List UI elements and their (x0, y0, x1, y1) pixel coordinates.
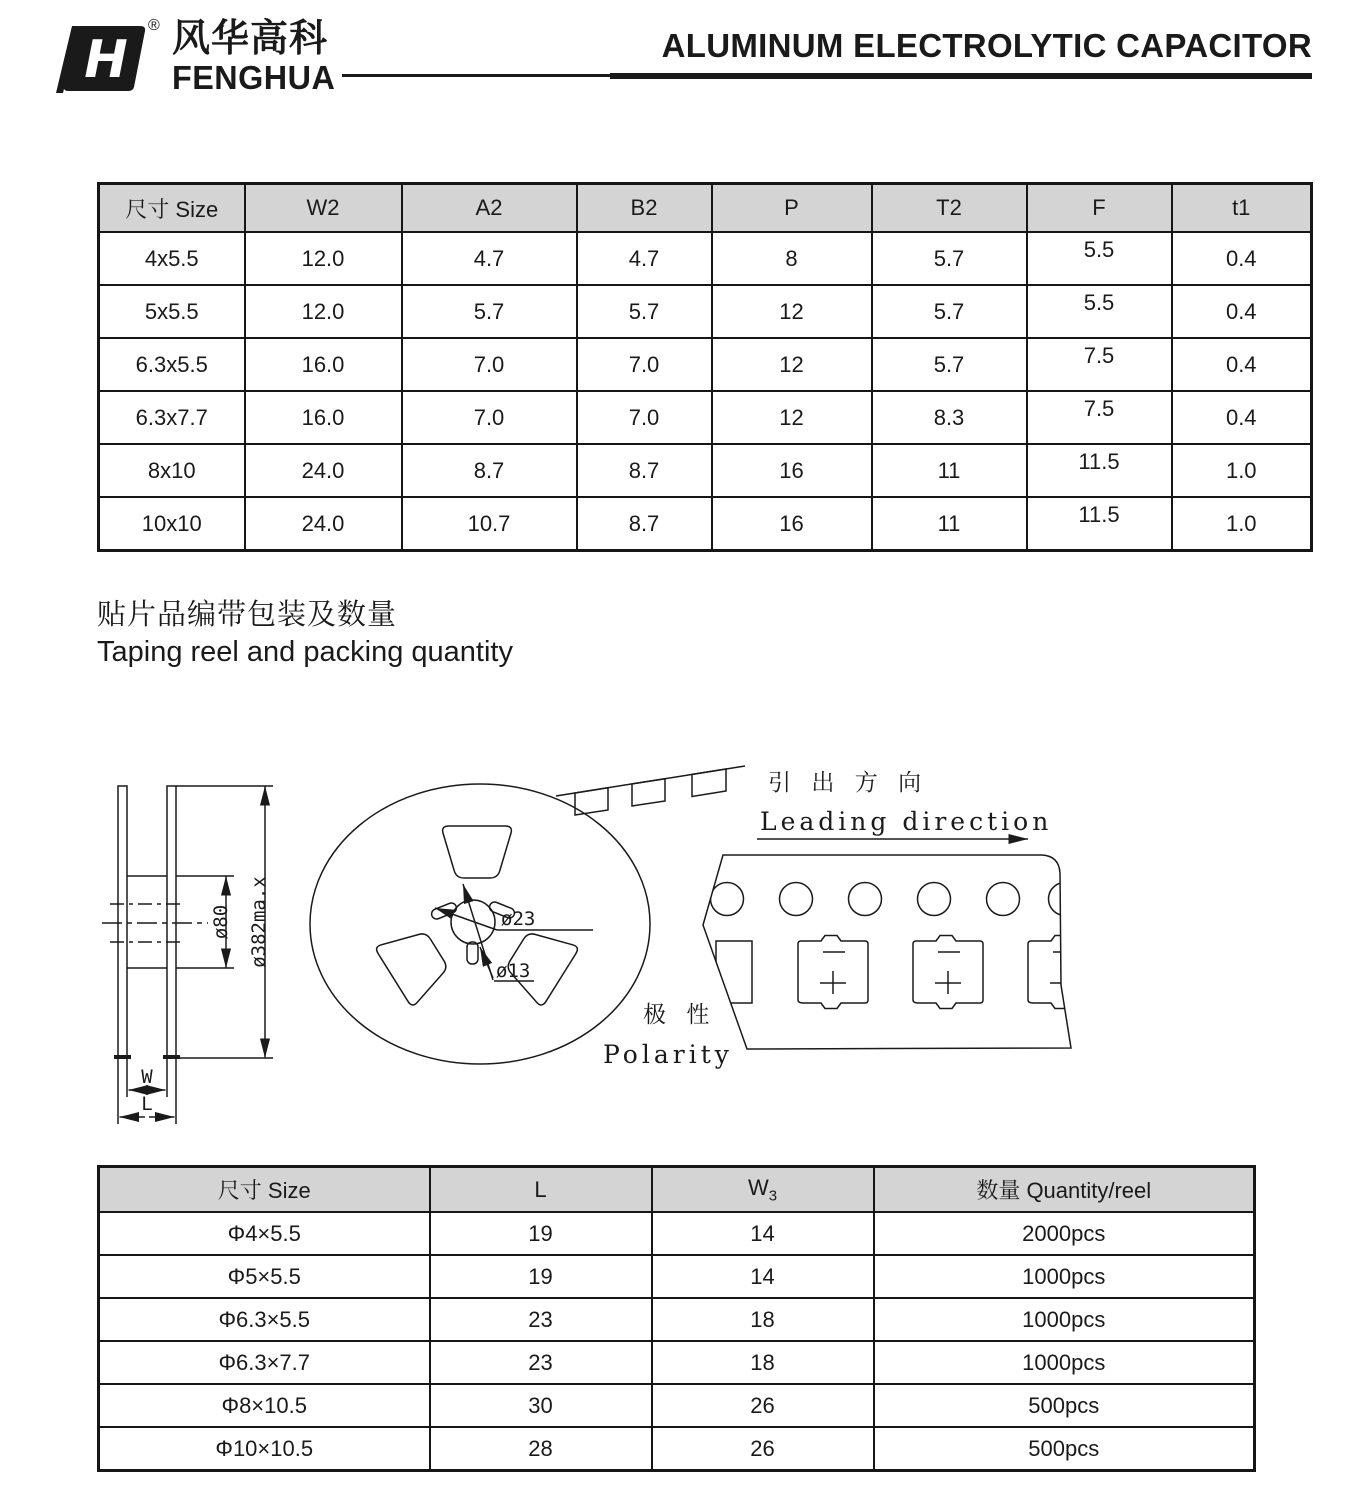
table-cell: Φ6.3×5.5 (99, 1298, 430, 1341)
column-header: $W_3$ (652, 1167, 874, 1213)
page-title: ALUMINUM ELECTROLYTIC CAPACITOR (661, 27, 1312, 64)
table-cell: 5.7 (872, 232, 1027, 285)
table-cell: 16.0 (245, 338, 402, 391)
table-cell: 7.0 (402, 391, 577, 444)
table-cell: 23 (430, 1341, 652, 1384)
table-cell: Φ10×10.5 (99, 1427, 430, 1471)
sprocket-hole (849, 883, 882, 916)
column-header: 尺寸 Size (99, 1167, 430, 1213)
table-cell: 0.4 (1172, 338, 1312, 391)
table-row (99, 1341, 1255, 1384)
table-cell: 11.5 (1027, 497, 1172, 551)
table-cell: 7.0 (577, 338, 712, 391)
registered-mark: ® (148, 17, 160, 34)
table-cell: 18 (652, 1341, 874, 1384)
table-cell: 10.7 (402, 497, 577, 551)
key-diameter-label: ø13 (496, 960, 531, 982)
table-header-row (99, 184, 1312, 233)
packing-table (97, 1165, 1256, 1472)
logo-monogram: H (84, 30, 128, 90)
table-cell: 24.0 (245, 444, 402, 497)
table-cell: 23 (430, 1298, 652, 1341)
table-cell: 8.7 (577, 444, 712, 497)
table-cell: 8 (712, 232, 872, 285)
column-header: W2 (245, 184, 402, 233)
sprocket-hole (1049, 883, 1082, 916)
table-cell: 5.7 (872, 338, 1027, 391)
leading-direction-label-en: Leading direction (760, 807, 1053, 836)
section-title-cn: 贴片品编带包装及数量 (97, 599, 398, 631)
table-cell: 5.5 (1027, 232, 1172, 285)
table-cell: 28 (430, 1427, 652, 1471)
table-row (99, 338, 1312, 391)
hub-diameter-label: ø80 (210, 904, 232, 940)
table-cell: 5.7 (402, 285, 577, 338)
table-row (99, 285, 1312, 338)
reel-side-view (102, 786, 273, 1124)
table-cell: 14 (652, 1212, 874, 1255)
sprocket-hole (780, 883, 813, 916)
table-cell: 1.0 (1172, 444, 1312, 497)
table-row (99, 1298, 1255, 1341)
table-row (99, 232, 1312, 285)
brand-name-cn: 风华高科 (172, 18, 329, 60)
table-cell: Φ6.3×7.7 (99, 1341, 430, 1384)
table-cell: 6.3x5.5 (99, 338, 245, 391)
table-cell: 11 (872, 497, 1027, 551)
column-header: L (430, 1167, 652, 1213)
shaft-diameter-label: ø23 (501, 908, 536, 930)
table-cell: 24.0 (245, 497, 402, 551)
table-cell: 500pcs (874, 1384, 1255, 1427)
table-cell: 5.5 (1027, 285, 1172, 338)
table-cell: 7.0 (577, 391, 712, 444)
table-cell: 11.5 (1027, 444, 1172, 497)
table-cell: 4.7 (402, 232, 577, 285)
table-cell: 12.0 (245, 232, 402, 285)
component-pocket (913, 936, 983, 1009)
table-cell: 16 (712, 444, 872, 497)
table-row (99, 444, 1312, 497)
table-cell: 500pcs (874, 1427, 1255, 1471)
tape-lead-off (556, 766, 745, 815)
section-title-en: Taping reel and packing quantity (97, 636, 513, 668)
table-cell: 8.7 (577, 497, 712, 551)
leading-direction-label-cn: 引 出 方 向 (768, 769, 929, 795)
table-cell: 7.5 (1027, 391, 1172, 444)
reel-front-view (310, 784, 733, 1069)
table-cell: 8.7 (402, 444, 577, 497)
fenghua-logo (50, 12, 170, 102)
table-cell: 12 (712, 391, 872, 444)
table-row (99, 497, 1312, 551)
table-cell: 8x10 (99, 444, 245, 497)
table-cell: 0.4 (1172, 391, 1312, 444)
column-header: t1 (1172, 184, 1312, 233)
table-cell: 0.4 (1172, 285, 1312, 338)
sprocket-hole (987, 883, 1020, 916)
column-header: T2 (872, 184, 1027, 233)
column-header: 数量 Quantity/reel (874, 1167, 1255, 1213)
taping-reel-diagram (90, 745, 1100, 1145)
table-cell: 5x5.5 (99, 285, 245, 338)
table-cell: 5.7 (872, 285, 1027, 338)
table-cell: 1000pcs (874, 1255, 1255, 1298)
table-cell: 7.0 (402, 338, 577, 391)
column-header: A2 (402, 184, 577, 233)
column-header: F (1027, 184, 1172, 233)
table-header-row (99, 1167, 1255, 1213)
polarity-label-cn: 极 性 (643, 1001, 717, 1027)
table-cell: 6.3x7.7 (99, 391, 245, 444)
brand-text (172, 20, 339, 94)
table-cell: 10x10 (99, 497, 245, 551)
table-cell: 26 (652, 1384, 874, 1427)
table-cell: 18 (652, 1298, 874, 1341)
tape-strip (703, 769, 1098, 1049)
table-cell: 14 (652, 1255, 874, 1298)
table-cell: 0.4 (1172, 232, 1312, 285)
table-cell: Φ4×5.5 (99, 1212, 430, 1255)
reel-diameter-label: ø382ma.x (248, 876, 270, 968)
table-cell: 1.0 (1172, 497, 1312, 551)
polarity-label-en: Polarity (603, 1040, 733, 1069)
table-row (99, 1427, 1255, 1471)
table-cell: 12 (712, 285, 872, 338)
column-header: 尺寸 Size (99, 184, 245, 233)
table-cell: Φ5×5.5 (99, 1255, 430, 1298)
column-header: B2 (577, 184, 712, 233)
outer-width-label: L (141, 1093, 153, 1115)
table-cell: 8.3 (872, 391, 1027, 444)
table-cell: 4x5.5 (99, 232, 245, 285)
table-cell: 7.5 (1027, 338, 1172, 391)
header-rule-thin (342, 74, 634, 77)
tape-outline (703, 855, 1071, 1049)
table-cell: 16 (712, 497, 872, 551)
table-cell: 30 (430, 1384, 652, 1427)
table-cell: 2000pcs (874, 1212, 1255, 1255)
sprocket-hole (711, 883, 744, 916)
table-cell: 5.7 (577, 285, 712, 338)
brand-name-en: FENGHUA (172, 59, 336, 96)
component-pocket (716, 941, 752, 1003)
dimension-table (97, 182, 1313, 552)
table-row (99, 1255, 1255, 1298)
component-pocket (798, 936, 868, 1009)
table-cell: 11 (872, 444, 1027, 497)
table-cell: 12.0 (245, 285, 402, 338)
table-cell: 1000pcs (874, 1298, 1255, 1341)
table-cell: 19 (430, 1212, 652, 1255)
table-cell: 12 (712, 338, 872, 391)
table-cell: 19 (430, 1255, 652, 1298)
table-cell: 4.7 (577, 232, 712, 285)
sprocket-hole (918, 883, 951, 916)
column-header: P (712, 184, 872, 233)
table-row (99, 1212, 1255, 1255)
table-cell: Φ8×10.5 (99, 1384, 430, 1427)
table-row (99, 391, 1312, 444)
table-cell: 16.0 (245, 391, 402, 444)
table-cell: 1000pcs (874, 1341, 1255, 1384)
header-rule-thick (610, 73, 1312, 79)
table-row (99, 1384, 1255, 1427)
inner-width-label: W (141, 1066, 153, 1088)
table-cell: 26 (652, 1427, 874, 1471)
